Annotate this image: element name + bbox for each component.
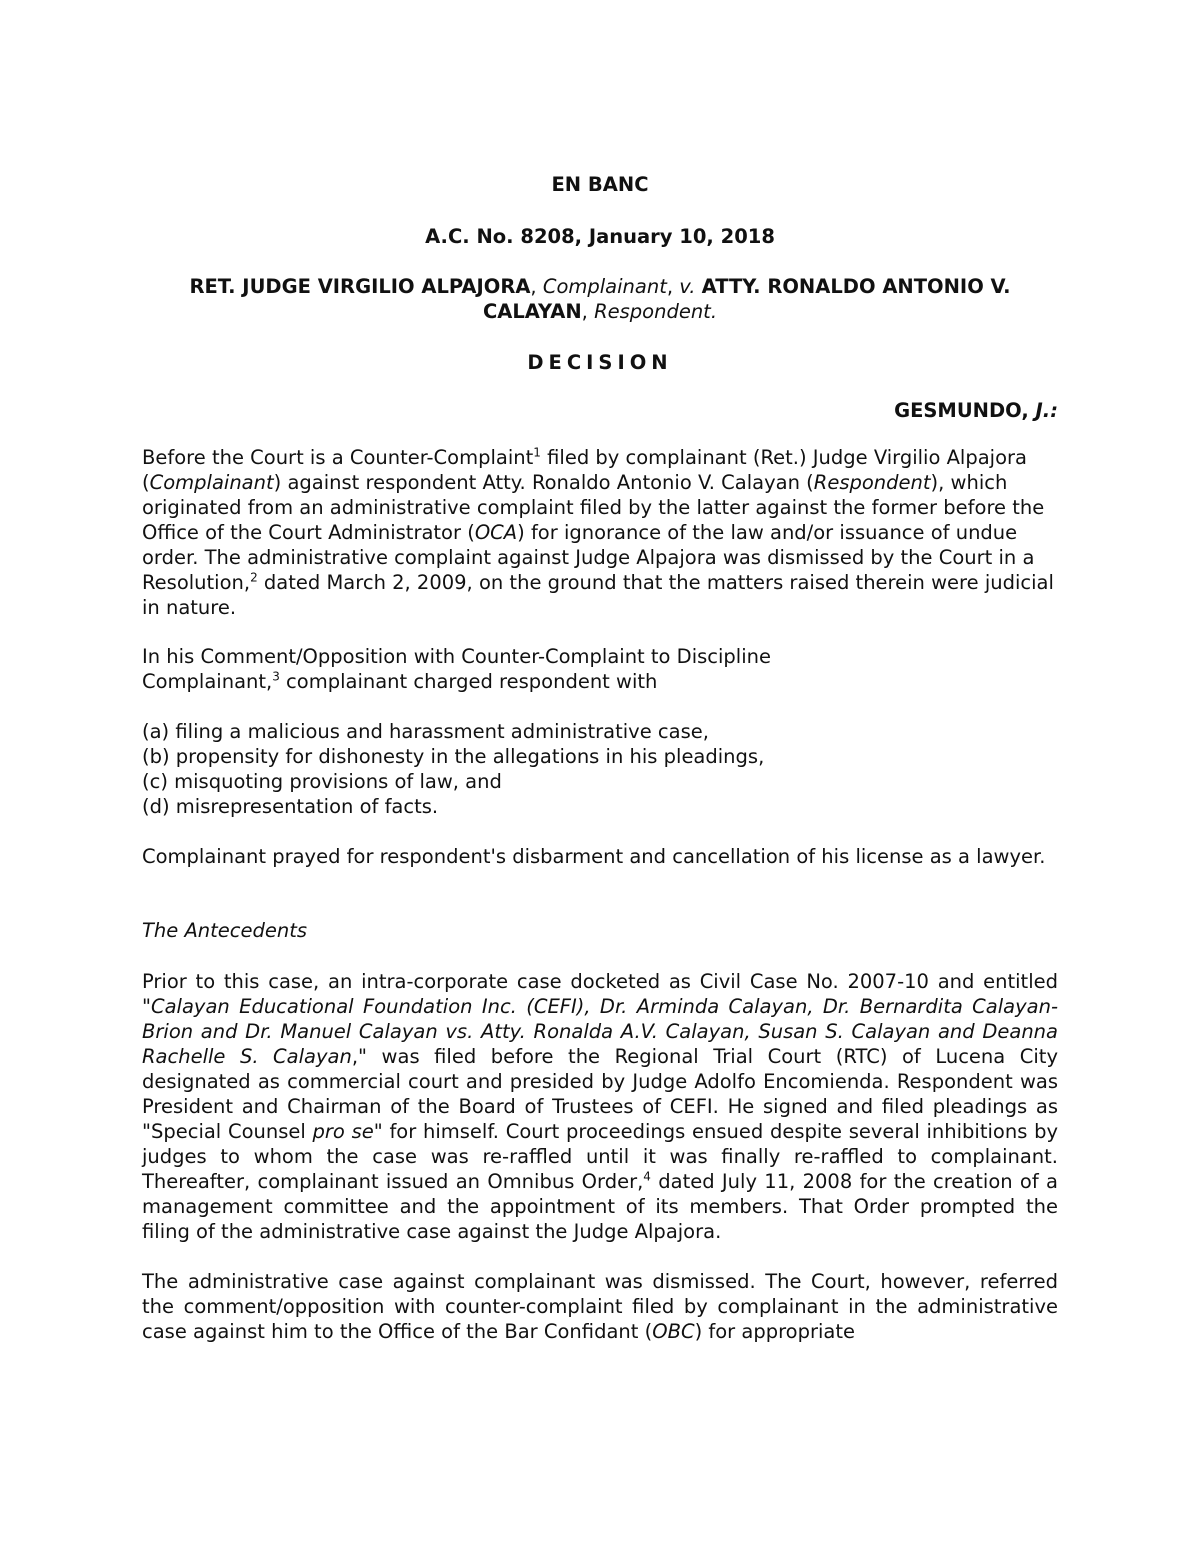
respondent-name: ATTY. RONALDO ANTONIO V. bbox=[701, 275, 1011, 298]
text-run: Before the Court is a Counter-Complaint bbox=[142, 446, 534, 469]
text-run: Prior to this case, an intra-corporate case docketed as Civil Case No. 2007-10 and entitled " bbox=[142, 970, 1058, 1018]
text-run: complainant charged respondent with bbox=[279, 670, 658, 693]
footnote-ref: 3 bbox=[272, 669, 280, 684]
text-run: ) for appropriate bbox=[694, 1320, 856, 1343]
paragraph-prayer: Complainant prayed for respondent's disbarment and cancellation of his license as a lawyer. bbox=[142, 845, 1046, 868]
text-italic: OBC bbox=[652, 1320, 695, 1343]
text-run: ) for ignorance of the law and/or issuance of undue order. The administrative complaint against Judge Alpajora was dismissed by the Court in a Resolution, bbox=[142, 521, 1035, 594]
section-title-text: The Antecedents bbox=[142, 919, 308, 942]
list-item: (d) misrepresentation of facts. bbox=[142, 795, 439, 818]
footnote-ref: 4 bbox=[643, 1169, 651, 1184]
case-number: A.C. No. 8208, January 10, 2018 bbox=[425, 225, 775, 248]
ponente-title: J.: bbox=[1035, 399, 1058, 422]
complainant-role: Complainant bbox=[542, 275, 667, 298]
case-parties: RET. JUDGE VIRGILIO ALPAJORA, Complainant, v. ATTY. RONALDO ANTONIO V. CALAYAN, Respondent. bbox=[189, 275, 1011, 323]
text-run: ), which originated from an administrative complaint filed by the latter against the former before the Office of the Court Administrator ( bbox=[142, 471, 1045, 544]
section-title bbox=[142, 918, 1058, 943]
court-division: EN BANC bbox=[551, 173, 649, 196]
ponente bbox=[142, 398, 1058, 423]
text-italic: pro se bbox=[312, 1120, 374, 1143]
paragraph-referral bbox=[142, 1269, 1058, 1344]
paragraph-intro bbox=[142, 445, 1058, 620]
versus: v. bbox=[679, 275, 696, 298]
text-italic: Calayan Educational Foundation Inc. (CEFI), Dr. Arminda Calayan, Dr. Bernardita Calayan-Brion and Dr. Manuel Calayan vs. Atty. Ronalda A.V. Calayan, Susan S. Calayan and Deanna Rachelle S. Calayan bbox=[142, 995, 1058, 1068]
decision-title: DECISION bbox=[527, 351, 673, 374]
respondent-role: Respondent. bbox=[594, 300, 718, 323]
text-run: Complainant, bbox=[142, 670, 273, 693]
text-italic: Respondent bbox=[813, 471, 931, 494]
text-run: " for himself. Court proceedings ensued despite several inhibitions by judges to whom the case was re-raffled until it was finally re-raffled to complainant. Thereafter, complainant issued an Omnibus Order, bbox=[142, 1120, 1059, 1193]
charges-list bbox=[142, 719, 1058, 819]
respondent-name-cont: CALAYAN bbox=[482, 300, 582, 323]
text-run: ) against respondent Atty. Ronaldo Antonio V. Calayan ( bbox=[273, 471, 814, 494]
paragraph-charges-intro bbox=[142, 644, 1058, 694]
document-page bbox=[142, 168, 1058, 1344]
text-italic: Complainant bbox=[149, 471, 274, 494]
list-item: (b) propensity for dishonesty in the allegations in his pleadings, bbox=[142, 745, 765, 768]
text-run: filed by complainant (Ret.) Judge Virgilio Alpajora ( bbox=[142, 446, 1027, 494]
footnote-ref: 2 bbox=[250, 570, 258, 585]
paragraph-antecedents bbox=[142, 969, 1058, 1244]
text-run: ," was filed before the Regional Trial Court (RTC) of Lucena City designated as commercial court and presided by Judge Adolfo Encomienda. Respondent was President and Chairman of the Board of Trustees of CEFI. He signed and filed pleadings as "Special Counsel bbox=[142, 1045, 1058, 1143]
list-item: (a) filing a malicious and harassment administrative case, bbox=[142, 720, 709, 743]
text-run: dated March 2, 2009, on the ground that the matters raised therein were judicial in nature. bbox=[142, 571, 1054, 619]
text-run: In his Comment/Opposition with Counter-Complaint to Discipline bbox=[142, 645, 771, 668]
text-run: The administrative case against complainant was dismissed. The Court, however, referred the comment/opposition with counter-complaint filed by complainant in the administrative case against him to the Office of the Bar Confidant ( bbox=[142, 1270, 1058, 1343]
text-run: dated July 11, 2008 for the creation of a management committee and the appointment of its members. That Order prompted the filing of the administrative case against the Judge Alpajora. bbox=[142, 1170, 1058, 1243]
complainant-name: RET. JUDGE VIRGILIO ALPAJORA bbox=[189, 275, 531, 298]
footnote-ref: 1 bbox=[533, 445, 541, 460]
text-italic: OCA bbox=[474, 521, 518, 544]
list-item: (c) misquoting provisions of law, and bbox=[142, 770, 502, 793]
ponente-name: GESMUNDO, bbox=[894, 399, 1029, 422]
